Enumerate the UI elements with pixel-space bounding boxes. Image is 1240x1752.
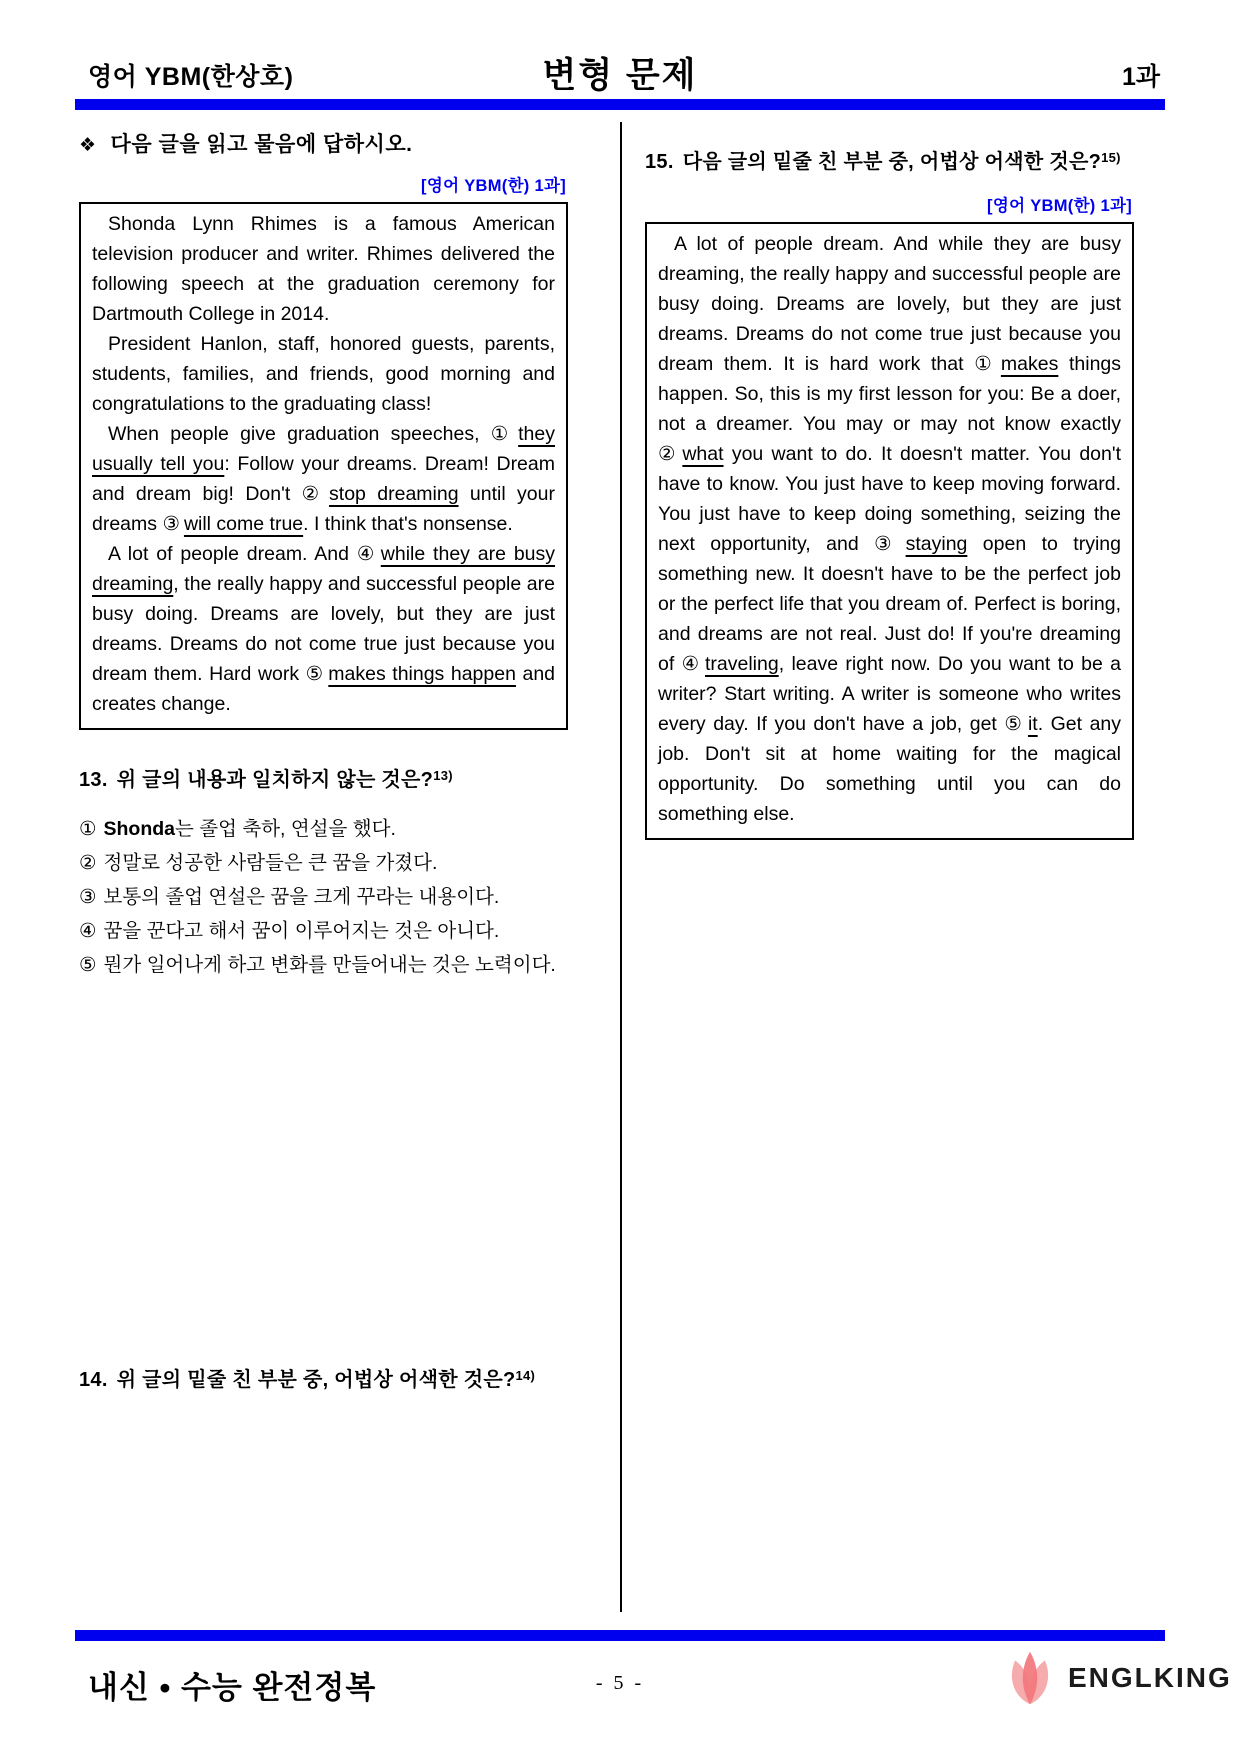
- passage-box: [79, 202, 568, 730]
- right-column: [645, 142, 1134, 840]
- question-footnote-ref: 13): [433, 768, 453, 783]
- passage-paragraph: When people give graduation speeches, ① they usually tell you: Follow your dreams. Dream! Dream and dream big! Don't ② stop dreaming until your dreams ③ will come true. I think that's nonsense.: [92, 423, 555, 535]
- answer-option: ⑤ 뭔가 일어나게 하고 변화를 만들어내는 것은 노력이다.: [79, 954, 556, 976]
- question-number: 15.: [645, 151, 674, 173]
- brand-name: ENGLKING: [1068, 1662, 1232, 1693]
- header-unit: 1과: [1121, 63, 1160, 91]
- header-subject: 영어 YBM(한상호): [88, 63, 294, 91]
- source-tag: [영어 YBM(한) 1과]: [987, 197, 1132, 215]
- passage-paragraph: A lot of people dream. And while they are busy dreaming, the really happy and successful people are busy doing. Dreams are lovely, but they are just dreams. Dreams do not come true just because you dream them. It is hard work that ① makes things happen. So, this is my first lesson for you: Be a doer, not a dreamer. You may or may not know exactly ② what you want to do. It doesn't matter. You don't have to know. You just have to keep moving forward. You just have to keep doing something, seizing the next opportunity, and ③ staying open to trying something new. It doesn't have to be the perfect job or the perfect life that you dream of. Perfect is boring, and dreams are not real. Just do! If you're dreaming of ④ traveling, leave right now. Do you want to be a writer? Start writing. A writer is someone who writes every day. If you don't have a job, get ⑤ it. Get any job. Don't sit at home waiting for the magical opportunity. Do something until you can do something else.: [658, 233, 1122, 825]
- passage-paragraph: Shonda Lynn Rhimes is a famous American television producer and writer. Rhimes delivered the following speech at the graduation ceremony for Dartmouth College in 2014.: [92, 213, 555, 325]
- question-footnote-ref: 15): [1101, 150, 1121, 165]
- section-instruction-text: 다음 글을 읽고 물음에 답하시오.: [110, 133, 413, 156]
- question-text: 위 글의 내용과 일치하지 않는 것은?: [116, 769, 434, 791]
- section-instruction: [79, 128, 568, 158]
- footer-rule: [75, 1630, 1165, 1641]
- question-text: 다음 글의 밑줄 친 부분 중, 어법상 어색한 것은?: [682, 151, 1102, 173]
- question-13-head: [79, 760, 568, 796]
- brand-logo: [1002, 1645, 1232, 1711]
- question-number: 13.: [79, 769, 108, 791]
- header-rule: [75, 99, 1165, 110]
- footer-slogan: 내신 • 수능 완전정복: [88, 1670, 377, 1705]
- passage-paragraph: President Hanlon, staff, honored guests, parents, students, families, and friends, good morning and congratulations to the graduating class!: [92, 333, 555, 415]
- lotus-flame-icon: [1002, 1645, 1058, 1711]
- question-footnote-ref: 14): [515, 1368, 536, 1383]
- passage-paragraph: A lot of people dream. And ④ while they are busy dreaming, the really happy and successful people are busy doing. Dreams are lovely, but they are just dreams. Dreams do not come true just because you dream them. Hard work ⑤ makes things happen and creates change.: [92, 543, 556, 715]
- passage-box: [645, 222, 1134, 840]
- question-13: [79, 760, 568, 982]
- answer-option: ③ 보통의 졸업 연설은 꿈을 크게 꾸라는 내용이다.: [79, 886, 500, 908]
- question-number: 14.: [79, 1369, 108, 1391]
- page-number: - 5 -: [595, 1672, 645, 1694]
- question-14: [79, 1360, 568, 1396]
- answer-option: ① Shonda는 졸업 축하, 연설을 했다.: [79, 818, 396, 840]
- page-title: 변형 문제: [542, 56, 698, 95]
- question-14-head: [79, 1360, 568, 1396]
- question-13-options: [79, 812, 568, 982]
- answer-option: ② 정말로 성공한 사람들은 큰 꿈을 가졌다.: [79, 852, 438, 874]
- left-column: [79, 128, 568, 982]
- question-text: 위 글의 밑줄 친 부분 중, 어법상 어색한 것은?: [116, 1369, 516, 1391]
- question-15-head: [645, 142, 1134, 178]
- source-tag: [영어 YBM(한) 1과]: [421, 177, 566, 195]
- diamond-icon: ❖: [79, 135, 97, 156]
- column-divider: [620, 122, 622, 1612]
- answer-option: ④ 꿈을 꾼다고 해서 꿈이 이루어지는 것은 아니다.: [79, 920, 500, 942]
